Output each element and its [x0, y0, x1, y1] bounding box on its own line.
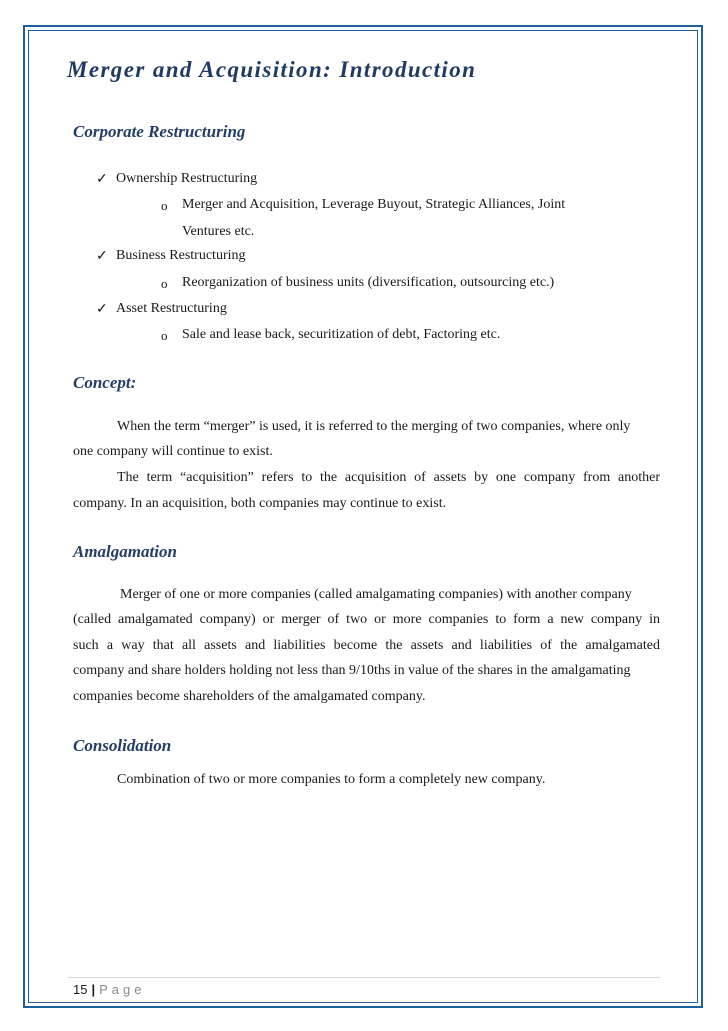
asset-subitem: Sale and lease back, securitization of debt, Factoring etc. — [182, 327, 501, 342]
footer-separator: | — [91, 982, 96, 997]
ownership-subitem-cont: Ventures etc. — [182, 224, 255, 239]
page-footer — [73, 982, 145, 997]
ownership-subitem: Merger and Acquisition, Leverage Buyout, Strategic Alliances, Joint — [182, 197, 566, 212]
consolidation-heading: Consolidation — [73, 736, 172, 755]
checkmark-icon: ✓ — [96, 302, 108, 317]
concept-paragraph-1-line-1: When the term “merger” is used, it is referred to the merging of two companies, where only — [117, 419, 631, 434]
ownership-restructuring-item: Ownership Restructuring — [116, 171, 258, 186]
amalgamation-line-4: company and share holders holding not less than 9/10ths in value of the shares in the amalgamating — [73, 663, 631, 678]
amalgamation-line-5: companies become shareholders of the amalgamated company. — [73, 689, 426, 704]
page-number: 15 — [73, 982, 88, 997]
footer-divider — [68, 977, 660, 978]
amalgamation-line-3: such a way that all assets and liabilities become the assets and liabilities of the amalgamated — [73, 638, 660, 653]
business-restructuring-item: Business Restructuring — [116, 248, 246, 263]
concept-paragraph-1-line-2: one company will continue to exist. — [73, 444, 273, 459]
asset-restructuring-item: Asset Restructuring — [116, 301, 227, 316]
bullet-icon: o — [161, 276, 168, 291]
page-label: Page — [99, 982, 146, 997]
business-subitem: Reorganization of business units (diversification, outsourcing etc.) — [182, 275, 555, 290]
bullet-icon: o — [161, 328, 168, 343]
concept-paragraph-2-line-1: The term “acquisition” refers to the acquisition of assets by one company from another — [117, 470, 660, 485]
amalgamation-line-2: (called amalgamated company) or merger of two or more companies to form a new company in — [73, 612, 660, 627]
concept-heading: Concept: — [73, 373, 137, 392]
page-title: Merger and Acquisition: Introduction — [67, 57, 477, 82]
bullet-icon: o — [161, 198, 168, 213]
consolidation-text: Combination of two or more companies to form a completely new company. — [117, 772, 546, 787]
amalgamation-heading: Amalgamation — [73, 542, 177, 561]
checkmark-icon: ✓ — [96, 249, 108, 264]
concept-paragraph-2-line-2: company. In an acquisition, both companies may continue to exist. — [73, 496, 447, 511]
checkmark-icon: ✓ — [96, 172, 108, 187]
amalgamation-line-1: Merger of one or more companies (called amalgamating companies) with another company — [120, 587, 632, 602]
corporate-restructuring-heading: Corporate Restructuring — [73, 122, 246, 141]
